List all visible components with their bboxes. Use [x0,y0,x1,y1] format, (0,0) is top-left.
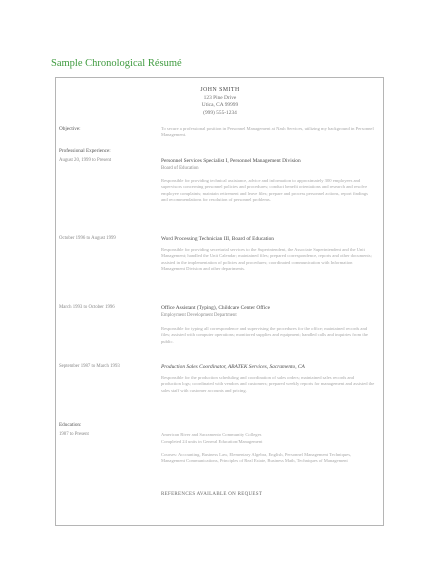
contact-street: 123 Pine Drive [203,94,237,101]
education-dates: 1987 to Present [59,432,89,437]
experience-label: Professional Experience: [59,148,111,154]
contact-city: Utica, CA 99999 [201,102,239,109]
education-degree: Completed 24 units in General Education/Management [161,439,263,444]
job-1-dates: August 20, 1999 to Present [59,158,112,163]
job-4-title: Production Sales Coordinator, ABATEK Services, Sacramento, CA [161,364,305,370]
job-4-description: Responsible for the production scheduling and coordination of sales orders; maintained sales records and production logs; coordinated with vendors and customers; prepared weekly reports for management and assisted the sales staff with customer accounts and pricing. [161,375,375,393]
job-3-description: Responsible for typing all correspondence and supervising the procedures for the office; maintained records and files; assisted with computer operations; monitored supplies and equipment; handled calls and inquiries from the public. [161,326,368,344]
job-3-org: Employment Development Department [161,313,237,318]
contact-name: JOHN SMITH [200,87,240,93]
job-2-title: Word Processing Technician III, Board of Education [161,236,275,242]
education-courses: Courses: Accounting, Business Law, Elementary Algebra, English, Personnel Management Techniques, Management Communications, Principles of Real Estate, Business Math, Techniques of Management [161,452,352,464]
education-school: American River and Sacramento Community Colleges [161,432,262,437]
contact-phone: (999) 555-1234 [203,109,237,116]
job-3-dates: March 1993 to October 1996 [59,305,115,310]
job-4-dates: September 1987 to March 1993 [59,364,120,369]
job-1-description: Responsible for providing technical assistance, advice and information to approximately 300 employees and supervisors concerning personnel policies and procedures; conduct benefit orientations and research and resolve employee complaints; maintain retirement and leave files; prepare and process personnel actions, report findings and recommendations for resolution of personnel problems. [161,178,368,203]
objective-text: To secure a professional position in Personnel Management at Nash Services, utilizing my background in Personnel Management. [161,126,374,138]
job-1-title: Personnel Services Specialist I, Personnel Management Division [161,158,301,164]
job-2-description: Responsible for providing secretarial services to the Superintendent, the Associate Superintendent and the Unit Management; handled the Unit Calendar; maintained files; prepared correspondence, reports and other documents; assisted in the implementation of policies and procedures; coordinated communication with Information Management Division and other departments. [161,247,372,272]
page-title: Sample Chronological Résumé [51,58,182,69]
job-1-org: Board of Education [161,166,199,171]
contact-block [0,87,440,117]
education-label: Education: [59,422,82,428]
job-2-dates: October 1996 to August 1999 [59,236,116,241]
job-3-title: Office Assistant (Typing), Childcare Center Office [161,305,271,311]
objective-label: Objective: [59,126,81,132]
references-note: REFERENCES AVAILABLE ON REQUEST [161,492,263,497]
